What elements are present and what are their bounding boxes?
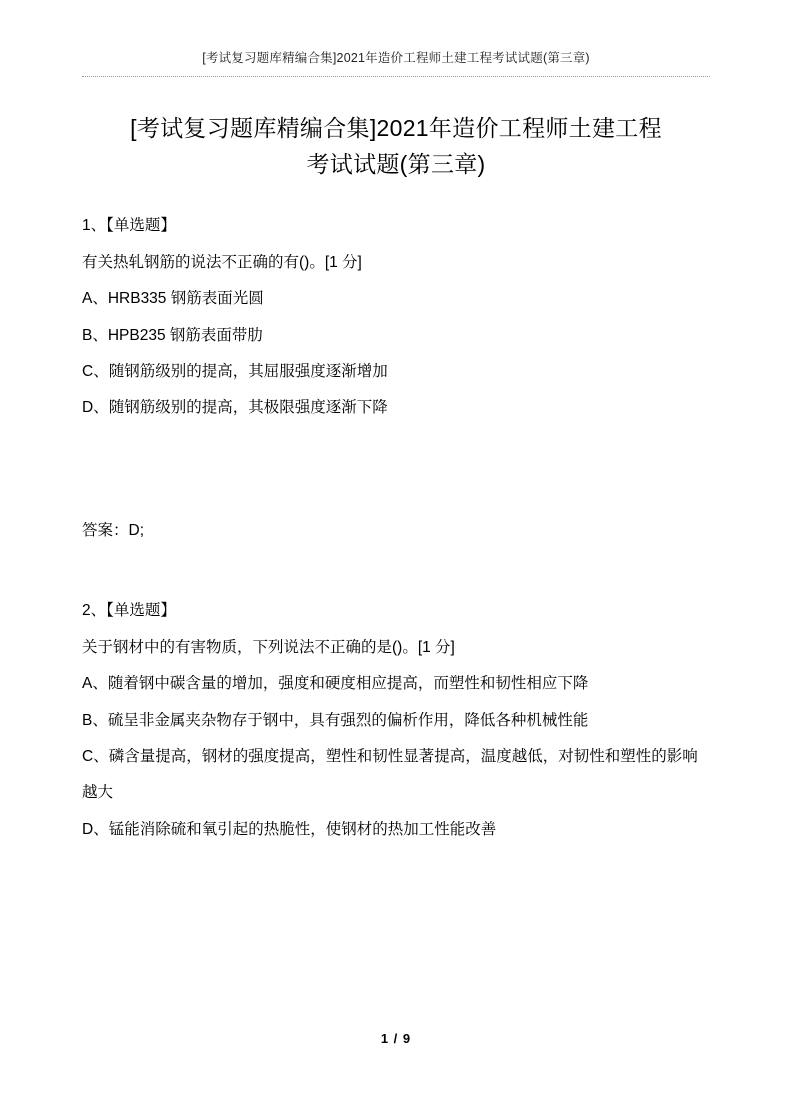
answer-spacer [82, 427, 710, 513]
question-1-label: 1、【单选题】 [82, 217, 176, 235]
question-2 [82, 593, 710, 848]
question-1-option-a: A、HRB335 钢筋表面光圆 [82, 290, 264, 308]
header-divider [82, 76, 710, 77]
page-title-line-2: 考试试题(第三章) [306, 150, 486, 177]
question-1-option-b: B、HPB235 钢筋表面带肋 [82, 326, 263, 344]
question-2-option-a: A、随着钢中碳含量的增加，强度和硬度相应提高，而塑性和韧性相应下降 [82, 675, 589, 693]
page-number: 1 / 9 [380, 1031, 412, 1046]
question-2-label: 2、【单选题】 [82, 602, 176, 620]
question-2-option-b: B、硫呈非金属夹杂物存于钢中，具有强烈的偏析作用，降低各种机械性能 [82, 711, 589, 729]
question-2-stem: 关于钢材中的有害物质，下列说法不正确的是()。[1 分] [82, 638, 455, 656]
question-2-option-c: C、磷含量提高，钢材的强度提高，塑性和韧性显著提高，温度越低，对韧性和塑性的影响越大 [82, 747, 698, 802]
question-1-answer: 答案：D; [82, 521, 145, 539]
question-1-option-c: C、随钢筋级别的提高，其屈服强度逐渐增加 [82, 362, 388, 380]
question-spacer [82, 549, 710, 593]
page-title-line-1: [考试复习题库精编合集]2021年造价工程师土建工程 [130, 115, 662, 141]
question-1-option-d: D、随钢筋级别的提高，其极限强度逐渐下降 [82, 399, 388, 417]
question-2-option-d: D、锰能消除硫和氧引起的热脆性，使钢材的热加工性能改善 [82, 820, 497, 838]
page-title [82, 111, 710, 182]
running-head: [考试复习题库精编合集]2021年造价工程师土建工程考试试题(第三章) [202, 51, 590, 65]
question-1 [82, 208, 710, 549]
question-1-stem: 有关热轧钢筋的说法不正确的有()。[1 分] [82, 253, 362, 271]
